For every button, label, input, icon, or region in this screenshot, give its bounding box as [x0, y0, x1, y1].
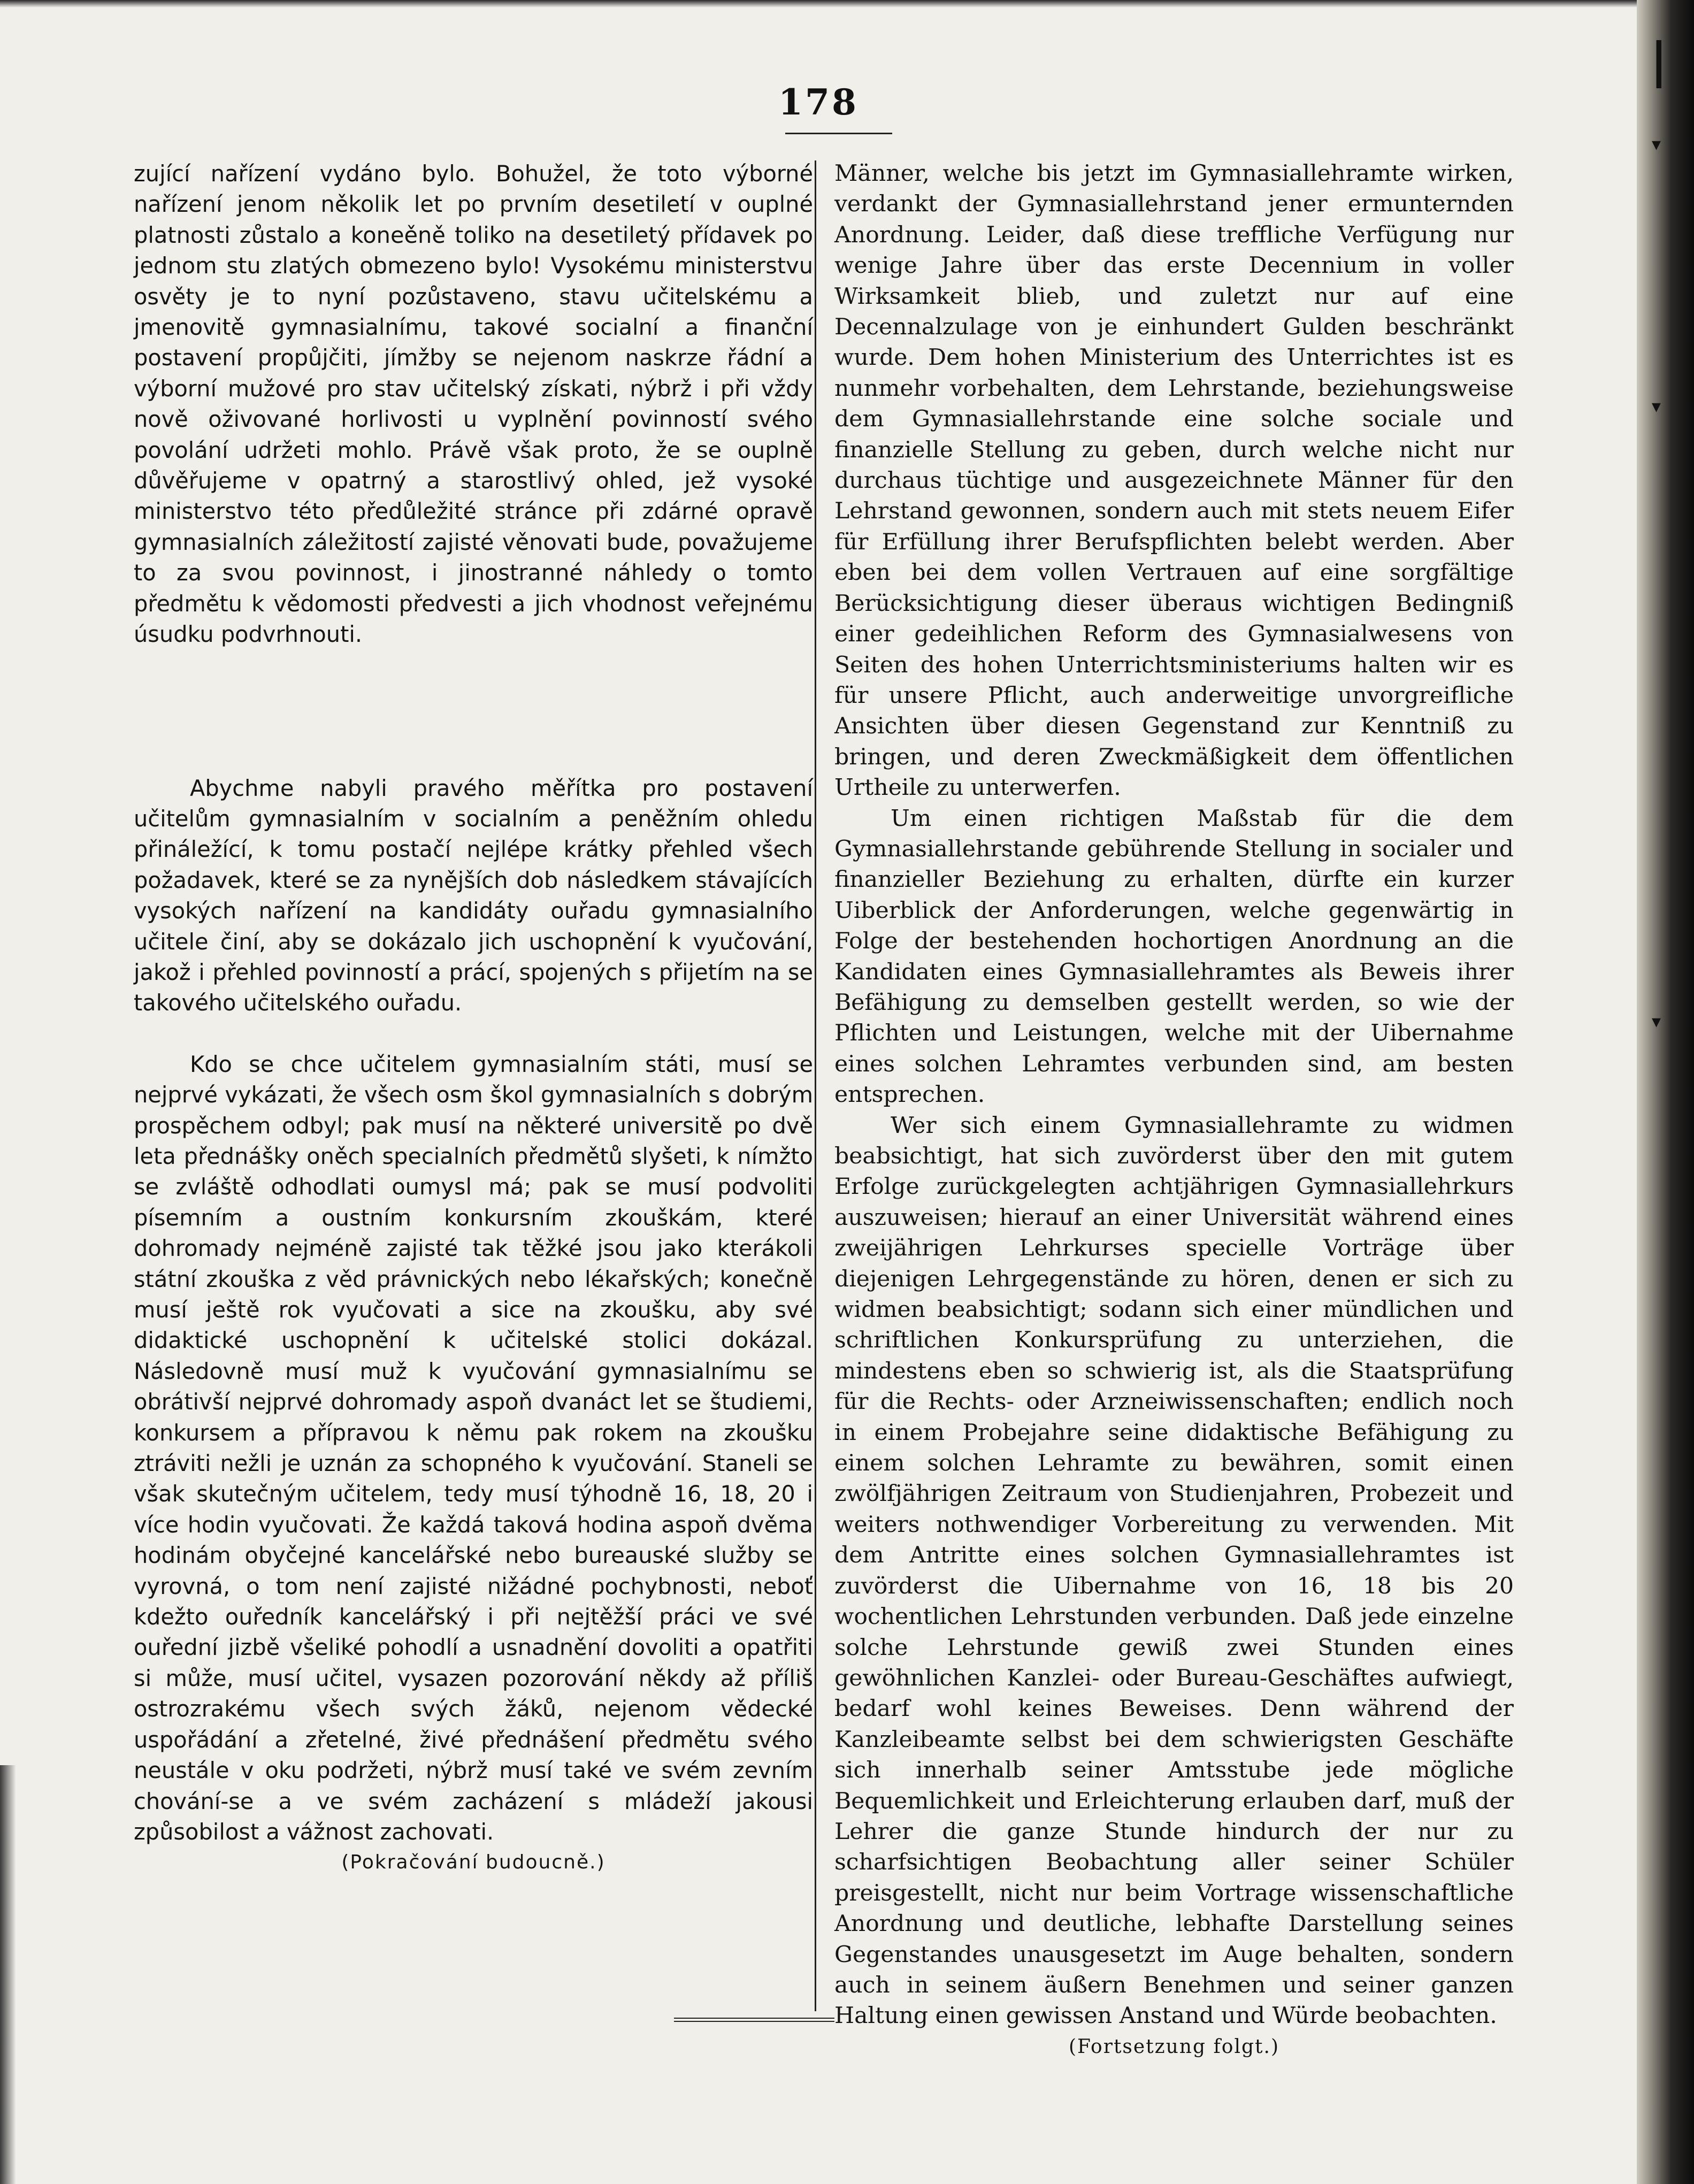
czech-paragraph-3: Kdo se chce učitelem gymnasialním státi, musí se nejprvé vykázati, že všech osm škol gymnasialních s dobrým prospěchem odbyl; pak musí na některé universitě po dvě leta přednášky oněch specialních předmětů slyšeti, k nímžto se zvláště odhodlati oumysl má; pak se musí podvoliti písemním a oustním konkursním zkouškám, které dohromady nejméně zajisté tak těžké jsou jako kterákoli státní zkouška z věd právnických nebo lékařských; konečně musí ještě rok vyučovati a sice na zkoušku, aby své didaktické uschopnění k učitelské stolici dokázal. Následovně musí muž k vyučování gymnasialnímu se obrátivší nejprvé dohromady aspoň dvanáct let se študiemi, konkursem a přípravou k němu pak rokem na zkoušku ztráviti nežli je uznán za schopného k vyučování. Staneli se však skutečným učitelem, tedy musí týhodně 16, 18, 20 i více hodin vyučovati. Že každá taková hodina aspoň dvěma hodinám obyčejné kancelářské nebo bureauské služby se vyrovná, o tom není zajisté nižádné pochybnosti, neboť kdežto ouředník kancelářský i při nejtěžší práci ve své ouřední jizbě všeliké pohodlí a usnadnění dovoliti a opatřiti si může, musí učitel, vysazen pozorování někdy až příliš ostrozrakému všech svých žáků, nejenom vědecké uspořádání a zřetelné, živé přednášení předmětu svého neustále v oku podržeti, nýbrž musí také ve svém zevním chování-se a ve svém zacházení s mládeží jakousi způsobilost a vážnost zachovati. — [134, 1051, 813, 1845]
german-paragraph-2: Um einen richtigen Maßstab für die dem Gymnasiallehrstande gebührende Stellung in socialer und finanzieller Beziehung zu erhalten, dürfte ein kurzer Uiberblick der Anforderungen, welche gegenwärtig in Folge der bestehenden hochortigen Anordnung an die Kandidaten eines Gymnasiallehramtes als Beweis ihrer Befähigung zu demselben gestellt werden, so wie der Pflichten und Leistungen, welche mit der Uibernahme eines solchen Lehramtes verbunden sind, am besten entsprechen. — [834, 805, 1514, 1108]
column-divider — [815, 160, 816, 2011]
german-paragraph-1: Männer, welche bis jetzt im Gymnasiallehramte wirken, verdankt der Gymnasiallehrstand jener ermunternden Anordnung. Leider, daß diese treffliche Verfügung nur wenige Jahre über das erste Decennium in voller Wirksamkeit blieb, und zuletzt nur auf eine Decennalzulage von je einhundert Gulden beschränkt wurde. Dem hohen Ministerium des Unterrichtes ist es nunmehr vorbehalten, dem Lehrstande, beziehungsweise dem Gymnasiallehrstande eine solche sociale und finanzielle Stellung zu geben, durch welche nicht nur durchaus tüchtige und ausgezeichnete Männer für den Lehrstand gewonnen, sondern auch mit stets neuem Eifer für Erfüllung ihrer Berufspflichten belebt werden. Aber eben bei dem vollen Vertrauen auf eine sorgfältige Berücksichtigung dieser überaus wichtigen Bedingniß einer gedeihlichen Reform des Gymnasialwesens von Seiten des hohen Unterrichtsministeriums halten wir es für unsere Pflicht, auch anderweitige unvorgreifliche Ansichten über diesen Gegenstand zur Kenntniß zu bringen, und deren Zweckmäßigkeit dem öffentlichen Urtheile zu unterwerfen. — [834, 160, 1514, 801]
bottom-double-rule — [674, 2018, 834, 2022]
german-continued-note: (Fortsetzung folgt.) — [1069, 2035, 1279, 2058]
czech-paragraph-1: zující nařízení vydáno bylo. Bohužel, že toto výborné nařízení jenom několik let po prvním desetiletí v ouplné platnosti zůstalo a koneěně toliko na desetiletý přídavek po jednom stu zlatých obmezeno bylo! Vysokému ministerstvu osvěty je to nyní pozůstaveno, stavu učitelskému a jmenovitě gymnasialnímu, takové socialní a finanční postavení propůjčiti, jímžby se nejenom naskrze řádní a výborní mužové pro stav učitelský získati, nýbrž i při vždy nově oživované horlivosti u vyplnění povinností svého povolání udržeti mohlo. Právě však proto, že se ouplně důvěřujeme v opatrný a starostlivý ohled, jež vysoké ministerstvo této předůležité stránce při zdárné opravě gymnasialních záležitostí zajisté věnovati bude, považujeme to za svou povinnost, i jinostranné náhledy o tomto předmětu k vědomosti předvesti a jich vhodnost veřejnému úsudku podvrhnouti. — [134, 160, 813, 648]
scan-left-edge-shadow — [0, 1765, 16, 2184]
scan-right-margin — [1637, 0, 1694, 2184]
czech-continued-note: (Pokračování budoucně.) — [341, 1851, 605, 1874]
margin-mark-icon: | — [1650, 32, 1668, 89]
margin-arrow-icon: ▾ — [1652, 396, 1661, 417]
german-column — [834, 158, 1514, 2062]
german-paragraph-3: Wer sich einem Gymnasiallehramte zu widmen beabsichtigt, hat sich zuvörderst über den mit gutem Erfolge zurückgelegten achtjährigen Gymnasiallehrkurs auszuweisen; hierauf an einer Universität während eines zweijährigen Lehrkurses specielle Vorträge über diejenigen Lehrgegenstände zu hören, denen er sich zu widmen beabsichtigt; sodann sich einer mündlichen und schriftlichen Konkursprüfung zu unterziehen, die mindestens eben so schwierig ist, als die Staatsprüfung für die Rechts- oder Arzneiwissenschaften; endlich noch in einem Probejahre seine didaktische Befähigung zu einem solchen Lehramte zu bewähren, somit einen zwölfjährigen Zeitraum von Studienjahren, Probezeit und weiters nothwendiger Vorbereitung zu verwenden. Mit dem Antritte eines solchen Gymnasiallehramtes ist zuvörderst die Uibernahme von 16, 18 bis 20 wochentlichen Lehrstunden verbunden. Daß jede einzelne solche Lehrstunde gewiß zwei Stunden eines gewöhnlichen Kanzlei- oder Bureau-Geschäftes aufwiegt, bedarf wohl keines Beweises. Denn während der Kanzleibeamte selbst bei dem schwierigsten Geschäfte sich innerhalb seiner Amtsstube jede mögliche Bequemlichkeit und Erleichterung erlauben darf, muß der Lehrer die ganze Stunde hindurch der nur zu scharfsichtigen Beobachtung aller seiner Schüler preisgestellt, nicht nur beim Vortrage wissenschaftliche Anordnung und deutliche, lebhafte Darstellung seines Gegenstandes unausgesetzt im Auge behalten, sondern auch in seinem äußern Benehmen und seiner ganzen Haltung einen gewissen Anstand und Würde beobachten. — [834, 1112, 1514, 2029]
margin-arrow-icon: ▾ — [1652, 1011, 1661, 1032]
page-number-rule — [785, 133, 892, 134]
margin-arrow-icon: ▾ — [1652, 134, 1661, 155]
page-number: 178 — [778, 81, 859, 123]
czech-column — [134, 158, 813, 1878]
czech-paragraph-2: Abychme nabyli pravého měřítka pro postavení učitelům gymnasialním v socialním a peněžním ohledu přináležící, k tomu postačí nejlépe krátky přehled všech požadavek, které se za nynějších dob následkem stávajících vysokých nařízení na kandidáty ouřadu gymnasialního učitele činí, aby se dokázalo jich uschopnění k vyučování, jakož i přehled povinností a prácí, spojených s přijetím na se takového učitelského ouřadu. — [134, 775, 813, 1016]
